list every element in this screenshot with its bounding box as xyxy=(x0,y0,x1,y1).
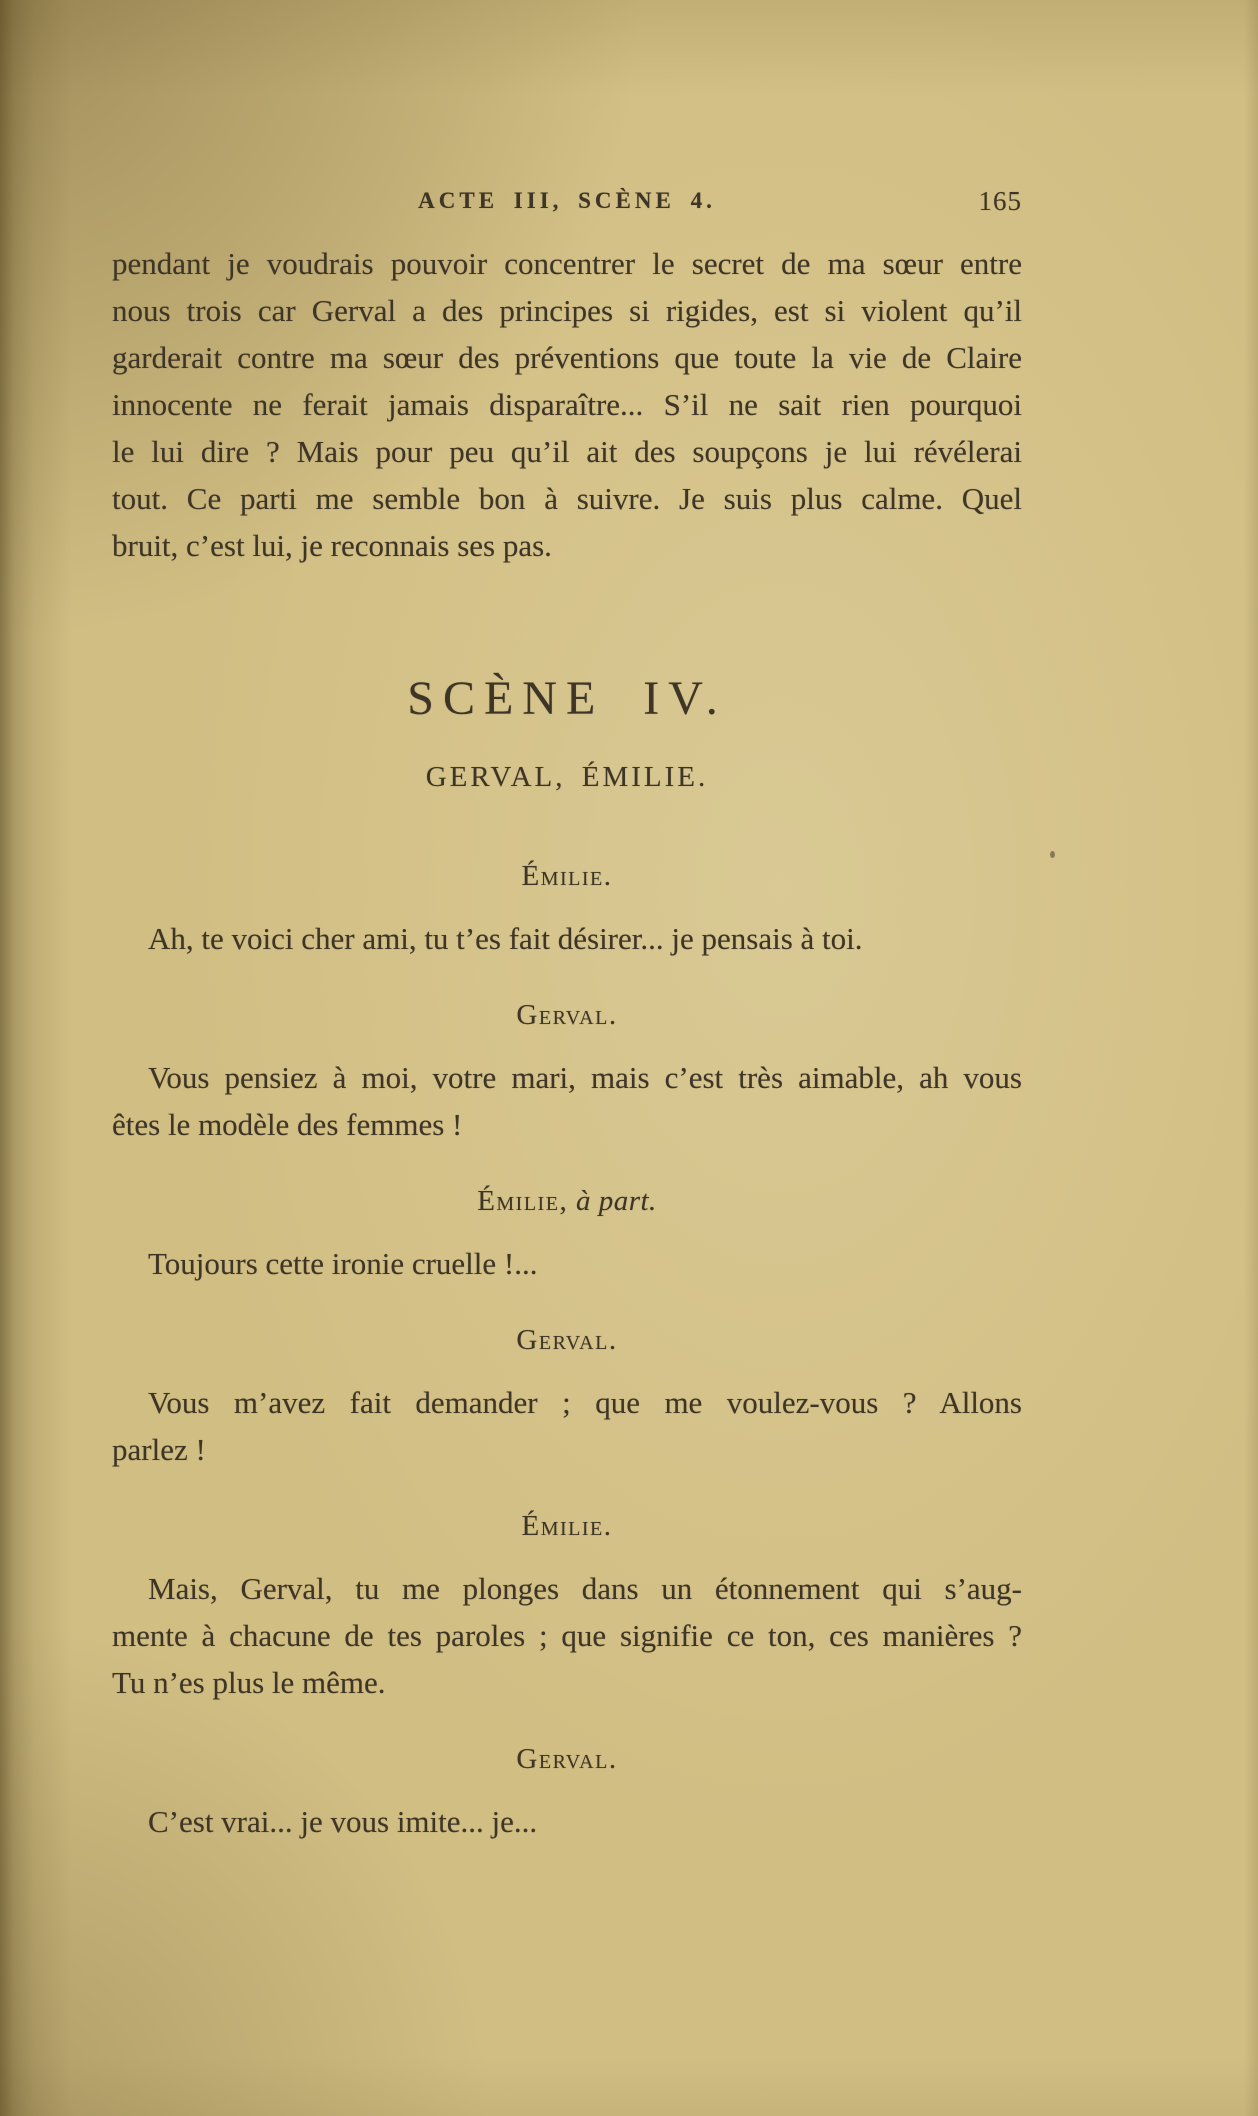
speaker-heading xyxy=(112,1509,1022,1543)
speaker-name: Émilie. xyxy=(521,1510,613,1542)
speech xyxy=(112,1323,1022,1473)
scene-characters: GERVAL, ÉMILIE. xyxy=(425,761,709,793)
speech xyxy=(112,1742,1022,1845)
running-header xyxy=(112,186,1022,216)
paragraph-line: mente à chacune de tes paroles ; que signifie ce ton, ces manières ? xyxy=(112,1618,1022,1653)
stage-direction: à part. xyxy=(568,1185,657,1217)
speech-text xyxy=(112,1054,1022,1148)
speech-text xyxy=(112,915,1022,962)
paragraph-line: Vous m’avez fait demander ; que me voulez-vous ? Allons xyxy=(148,1385,1022,1420)
page-number: 165 xyxy=(978,186,1022,216)
paragraph-line: Vous pensiez à moi, votre mari, mais c’est très aimable, ah vous xyxy=(148,1060,1022,1095)
paragraph-line: Mais, Gerval, tu me plonges dans un étonnement qui s’aug- xyxy=(148,1571,1022,1606)
speech xyxy=(112,998,1022,1148)
speaker-name: Émilie. xyxy=(521,860,613,892)
paragraph-line: innocente ne ferait jamais disparaître... S’il ne sait rien pourquoi xyxy=(112,387,1022,422)
speech xyxy=(112,859,1022,962)
ink-speck xyxy=(1050,851,1055,858)
paragraph-line: êtes le modèle des femmes ! xyxy=(112,1107,463,1142)
speech xyxy=(112,1509,1022,1706)
paragraph-line: garderait contre ma sœur des préventions que toute la vie de Claire xyxy=(112,340,1022,375)
paragraph-line: tout. Ce parti me semble bon à suivre. Je suis plus calme. Quel xyxy=(112,481,1022,516)
speaker-heading xyxy=(112,1184,1022,1218)
paragraph-line: Toujours cette ironie cruelle !... xyxy=(148,1246,538,1281)
speech-text xyxy=(112,1379,1022,1473)
paragraph-line: C’est vrai... je vous imite... je... xyxy=(148,1804,538,1839)
paragraph-line: nous trois car Gerval a des principes si rigides, est si violent qu’il xyxy=(112,293,1022,328)
paragraph-line: parlez ! xyxy=(112,1432,206,1467)
speaker-heading xyxy=(112,1742,1022,1776)
paragraph-line: bruit, c’est lui, je reconnais ses pas. xyxy=(112,528,552,563)
speaker-name: Gerval. xyxy=(516,999,618,1031)
speeches xyxy=(112,859,1022,1845)
speech-text xyxy=(112,1240,1022,1287)
speech-text xyxy=(112,1565,1022,1706)
speaker-heading xyxy=(112,998,1022,1032)
continuation-paragraph xyxy=(112,240,1022,569)
speech xyxy=(112,1184,1022,1287)
speech-text xyxy=(112,1798,1022,1845)
paragraph-line: Ah, te voici cher ami, tu t’es fait désirer... je pensais à toi. xyxy=(148,921,863,956)
running-header-title: ACTE III, SCÈNE 4. xyxy=(418,188,716,213)
paragraph-line: Tu n’es plus le même. xyxy=(112,1665,386,1700)
speaker-name: Gerval. xyxy=(516,1743,618,1775)
paragraph-line: pendant je voudrais pouvoir concentrer le secret de ma sœur entre xyxy=(112,246,1022,281)
paragraph-line: le lui dire ? Mais pour peu qu’il ait des soupçons je lui révélerai xyxy=(112,434,1022,469)
speaker-name: Gerval. xyxy=(516,1324,618,1356)
scene-title: SCÈNE IV. xyxy=(407,672,727,725)
speaker-heading xyxy=(112,859,1022,893)
speaker-name: Émilie, xyxy=(477,1185,569,1217)
speaker-heading xyxy=(112,1323,1022,1357)
